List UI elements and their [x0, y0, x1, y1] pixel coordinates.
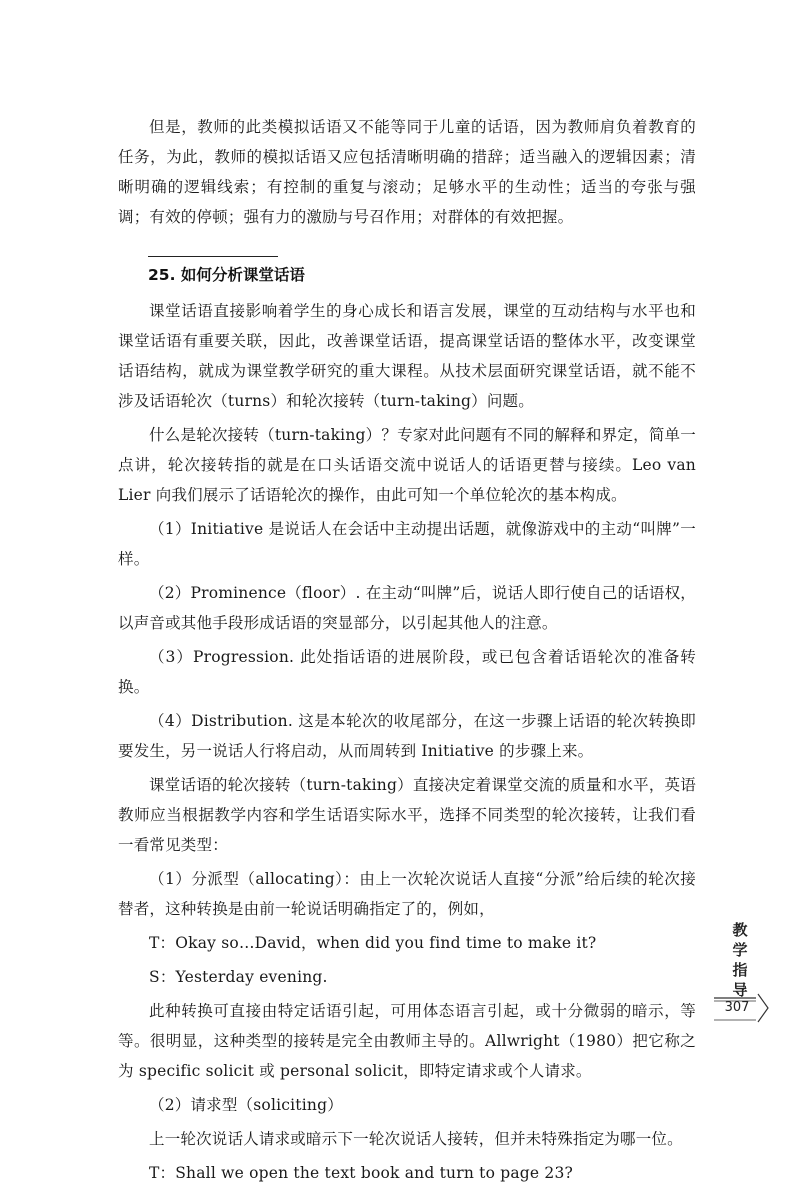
- body-paragraph: （1）分派型（allocating）：由上一次轮次说话人直接“分派”给后续的轮次接替者，这种转换是由前一轮说话明确指定了的，例如，: [118, 870, 696, 918]
- body-paragraph: 什么是轮次接转（turn-taking）？专家对此问题有不同的解释和界定，简单一点讲，轮次接转指的就是在口头话语交流中说话人的话语更替与接续。Leo van Lier 向我们展示了话语轮次的操作，由此可知一个单位轮次的基本构成。: [118, 426, 696, 504]
- section-rule: [148, 256, 278, 257]
- body-paragraph: 课堂话语直接影响着学生的身心成长和语言发展，课堂的互动结构与水平也和课堂话语有重要关联，因此，改善课堂话语，提高课堂话语的整体水平，改变课堂话语结构，就成为课堂教学研究的重大课程。从技术层面研究课堂话语，就不能不涉及话语轮次（turns）和轮次接转（turn-taking）问题。: [118, 302, 696, 410]
- page-number: 307: [724, 1000, 750, 1015]
- side-tab-label: [726, 920, 754, 1000]
- side-tab-char: 指: [732, 961, 748, 979]
- body-block: [118, 296, 696, 1192]
- intro-block: [118, 112, 696, 236]
- side-tab-char: 导: [732, 981, 748, 999]
- body-paragraph: 此种转换可直接由特定话语引起，可用体态语言引起，或十分微弱的暗示，等等。很明显，这种类型的接转是完全由教师主导的。Allwright（1980）把它称之为 specific solicit 或 personal solicit，即特定请求或个人请求。: [118, 1002, 696, 1080]
- section-heading: 25. 如何分析课堂话语: [148, 266, 305, 284]
- body-paragraph: （1）Initiative 是说话人在会话中主动提出话题，就像游戏中的主动“叫牌”一样。: [118, 520, 696, 568]
- body-paragraph: （3）Progression. 此处指话语的进展阶段，或已包含着话语轮次的准备转换。: [118, 648, 696, 696]
- body-paragraph: 上一轮次说话人请求或暗示下一轮次说话人接转，但并未特殊指定为哪一位。: [149, 1130, 683, 1148]
- side-tab-char: 教: [732, 921, 748, 939]
- dialogue-line: S：Yesterday evening.: [149, 968, 328, 986]
- dialogue-line: T：Shall we open the text book and turn to page 23?: [149, 1164, 574, 1182]
- body-paragraph: 课堂话语的轮次接转（turn-taking）直接决定着课堂交流的质量和水平，英语教师应当根据教学内容和学生话语实际水平，选择不同类型的轮次接转，让我们看一看常见类型：: [118, 776, 696, 854]
- side-tab-char: 学: [732, 941, 748, 959]
- body-paragraph: （2）Prominence（floor）. 在主动“叫牌”后，说话人即行使自己的话语权，以声音或其他手段形成话语的突显部分，以引起其他人的注意。: [118, 584, 696, 632]
- dialogue-line: T：Okay so…David，when did you find time to make it?: [149, 934, 597, 952]
- page-number-marker: [712, 990, 772, 1026]
- body-paragraph: （2）请求型（soliciting）: [149, 1096, 343, 1114]
- body-paragraph: （4）Distribution. 这是本轮次的收尾部分，在这一步骤上话语的轮次转换即要发生，另一说话人行将启动，从而周转到 Initiative 的步骤上来。: [118, 712, 696, 760]
- intro-paragraph: 但是，教师的此类模拟话语又不能等同于儿童的话语，因为教师肩负着教育的任务，为此，教师的模拟话语又应包括清晰明确的措辞；适当融入的逻辑因素；清晰明确的逻辑线索；有控制的重复与滚动；足够水平的生动性；适当的夸张与强调；有效的停顿；强有力的激励与号召作用；对群体的有效把握。: [118, 118, 696, 226]
